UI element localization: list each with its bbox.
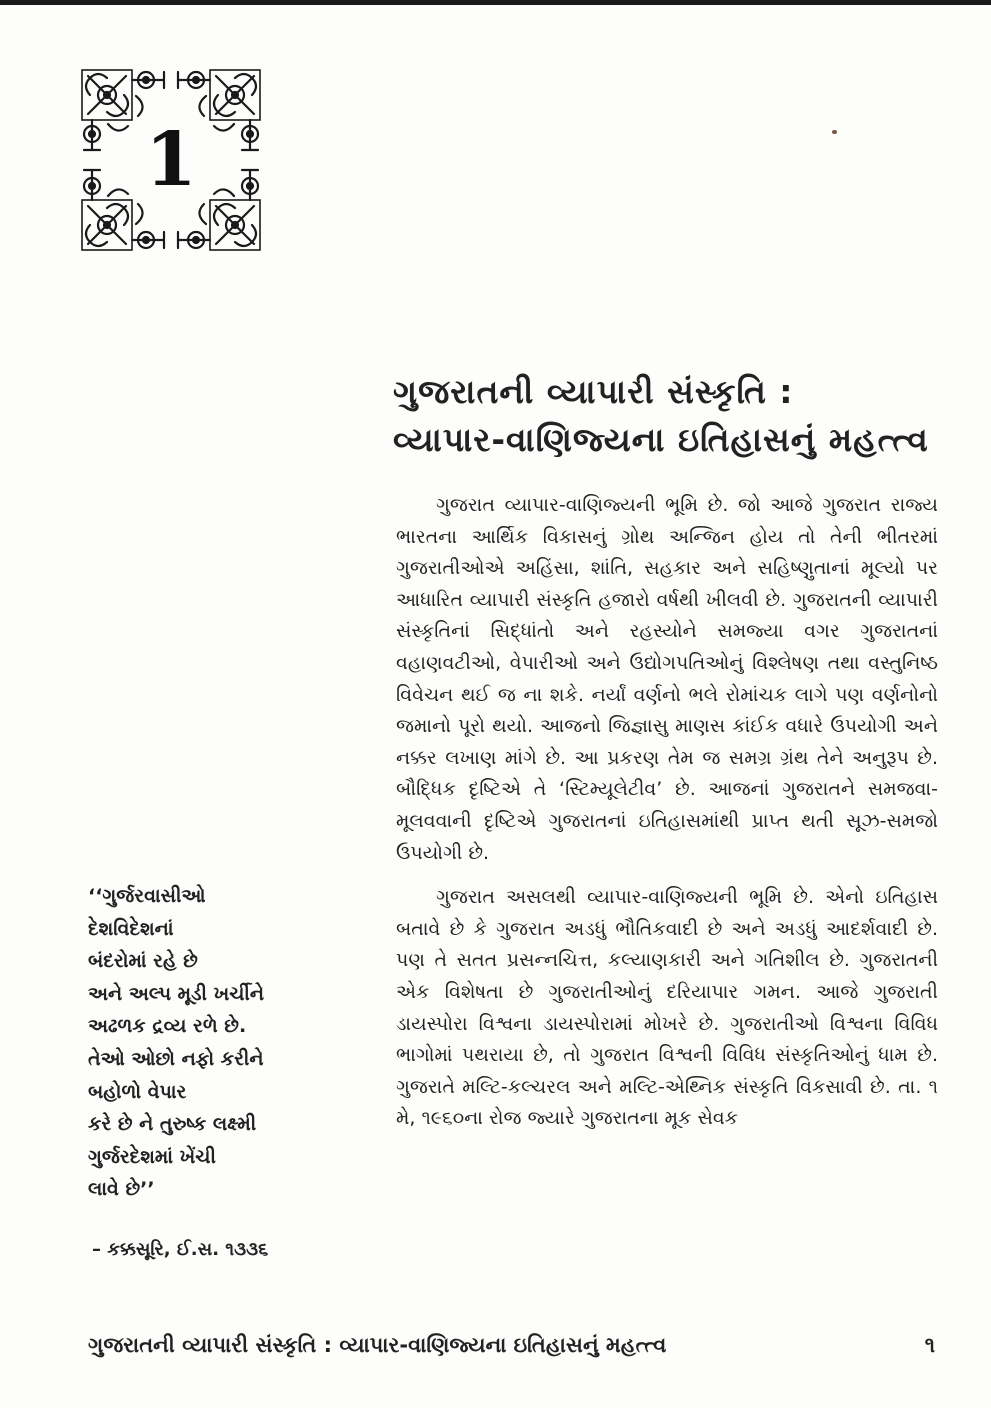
title-line-2: વ્યાપાર-વાણિજ્યના ઇતિહાસનું મહત્ત્વ — [393, 420, 929, 459]
chapter-title — [393, 368, 953, 464]
pull-quote — [88, 880, 358, 1206]
quote-line: દેશવિદેશનાં — [88, 917, 174, 940]
paragraph: ગુજરાત અસલથી વ્યાપાર-વાણિજ્યની ભૂમિ છે. એનો ઇતિહાસ બતાવે છે કે ગુજરાત અડધું ભૌતિકવાદી છે અને અડધું આદર્શવાદી છે. પણ તે સતત પ્રસન્નચિત્ત, કલ્યાણકારી અને ગતિશીલ છે. ગુજરાતની એક વિશેષતા છે ગુજરાતીઓનું દરિયાપાર ગમન. આજે ગુજરાતી ડાયસ્પોરા વિશ્વના ડાયસ્પોરામાં મોખરે છે. ગુજરાતીઓ વિશ્વના વિવિધ ભાગોમાં પથરાયા છે, તો ગુજરાત વિશ્વની વિવિધ સંસ્કૃતિઓનું ધામ છે. ગુજરાતે મલ્ટિ-કલ્ચરલ અને મલ્ટિ-એથ્નિક સંસ્કૃતિ વિકસાવી છે. તા. ૧ મે, ૧૯૬૦ના રોજ જ્યારે ગુજરાતના મૂક સેવક — [396, 886, 938, 1130]
quote-line: કરે છે ને તુરુષ્ક લક્ષ્મી — [88, 1113, 257, 1136]
title-line-1: ગુજરાતની વ્યાપારી સંસ્કૃતિ : — [393, 372, 794, 411]
body-text — [396, 490, 938, 1148]
quote-attribution: – કક્કસૂરિ, ઈ.સ. ૧૩૩૬ — [92, 1239, 269, 1260]
running-footer-title: ગુજરાતની વ્યાપારી સંસ્કૃતિ : વ્યાપાર-વાણિજ્યના ઇતિહાસનું મહત્ત્વ — [88, 1333, 667, 1357]
quote-line: બંદરોમાં રહે છે — [88, 950, 198, 973]
quote-line: અને અલ્પ મૂડી ખર્ચીને — [88, 982, 264, 1005]
quote-line: બહોળો વેપાર — [88, 1080, 187, 1103]
quote-line: ગુર્જરદેશમાં ખેંચી — [88, 1145, 216, 1168]
page-number: ૧ — [924, 1333, 935, 1357]
chapter-number: 1 — [145, 117, 197, 203]
top-edge-rule — [0, 0, 991, 5]
quote-line: લાવે છે’’ — [88, 1178, 155, 1201]
chapter-ornament-box — [78, 66, 264, 254]
paper-speck — [832, 130, 837, 134]
quote-line: અઢળક દ્રવ્ય રળે છે. — [88, 1015, 247, 1038]
paragraph: ગુજરાત વ્યાપાર-વાણિજ્યની ભૂમિ છે. જો આજે ગુજરાત રાજ્ય ભારતના આર્થિક વિકાસનું ગ્રોથ અન્જિન હોય તો તેની ભીતરમાં ગુજરાતીઓએ અહિંસા, શાંતિ, સહકાર અને સહિષ્ણુતાનાં મૂલ્યો પર આધારિત વ્યાપારી સંસ્કૃતિ હજારો વર્ષથી ખીલવી છે. ગુજરાતની વ્યાપારી સંસ્કૃતિનાં સિદ્ધાંતો અને રહસ્યોને સમજ્યા વગર ગુજરાતનાં વહાણવટીઓ, વેપારીઓ અને ઉદ્યોગપતિઓનું વિશ્લેષણ તથા વસ્તુનિષ્ઠ વિવેચન થઈ જ ના શકે. નર્યાં વર્ણનો ભલે રોમાંચક લાગે પણ વર્ણનોનો જમાનો પૂરો થયો. આજનો જિજ્ઞાસુ માણસ કાંઈક વધારે ઉપયોગી અને નક્કર લખાણ માંગે છે. આ પ્રકરણ તેમ જ સમગ્ર ગ્રંથ તેને અનુરૂપ છે. બૌદ્ધિક દૃષ્ટિએ તે ‘સ્ટિમ્યૂલેટીવ’ છે. આજનાં ગુજરાતને સમજવા-મૂલવવાની દૃષ્ટિએ ગુજરાતનાં ઇતિહાસમાંથી પ્રાપ્ત થતી સૂઝ-સમજો ઉપયોગી છે. — [396, 494, 938, 864]
quote-line: તેઓ ઓછો નફો કરીને — [88, 1047, 264, 1070]
quote-line: ‘‘ગુર્જરવાસીઓ — [88, 885, 206, 907]
